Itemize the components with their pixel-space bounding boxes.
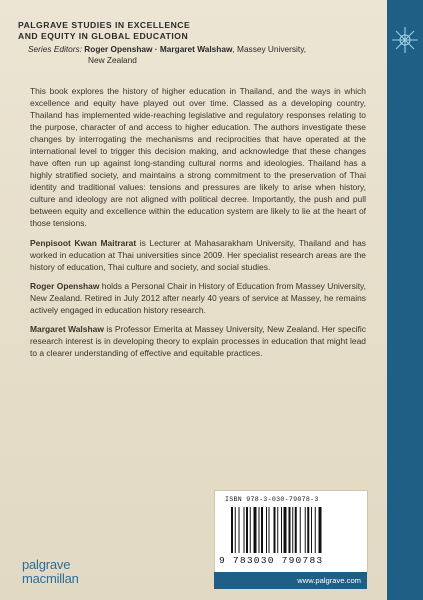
- barcode-bar: [261, 507, 263, 553]
- series-editors-institution-line2: New Zealand: [88, 55, 137, 65]
- author-bio-text: holds a Personal Chair in History of Education from Massey University, New Zealand. Retired in July 2012 after nearly 40 years of service at Massey, he remains actively engaged in education history research.: [30, 281, 366, 315]
- author-name: Margaret Walshaw: [30, 324, 104, 334]
- barcode-bar: [259, 507, 260, 553]
- barcode-bar: [281, 507, 282, 553]
- publisher-logo: [22, 558, 79, 586]
- series-title-line2: AND EQUITY IN GLOBAL EDUCATION: [18, 31, 189, 41]
- series-editors-institution: , Massey University,: [232, 44, 307, 54]
- series-title-line1: PALGRAVE STUDIES IN EXCELLENCE: [18, 20, 191, 30]
- author-bio-text: is Professor Emerita at Massey University, New Zealand. Her specific research interest is in developing theory to explain processes in education that might lead to a clearer understanding of effective and equitable practices.: [30, 324, 366, 358]
- barcode-bar: [277, 507, 278, 553]
- barcode-bar: [295, 507, 297, 553]
- series-editors-names: Roger Openshaw · Margaret Walshaw: [84, 44, 233, 54]
- barcode-bar: [284, 507, 287, 553]
- series-editors-label: Series Editors:: [28, 44, 82, 54]
- barcode-bar: [250, 507, 251, 553]
- barcode-bar: [289, 507, 291, 553]
- barcode-bar: [231, 507, 233, 553]
- barcode-bar: [269, 507, 270, 553]
- barcode-bar: [235, 507, 236, 553]
- barcode-bar: [239, 507, 240, 553]
- author-bio: [30, 237, 366, 273]
- author-name: Penpisoot Kwan Maitrarat: [30, 238, 137, 248]
- isbn-label: ISBN 978-3-030-79078-3: [225, 496, 319, 503]
- spine: [387, 0, 423, 600]
- author-bio: [30, 280, 366, 316]
- cover-text: [30, 85, 366, 366]
- barcode-panel: [214, 490, 368, 574]
- barcode-bar: [315, 507, 316, 553]
- barcode-bar: [307, 507, 309, 553]
- author-bio: [30, 323, 366, 359]
- book-description: This book explores the history of higher education in Thailand, and the ways in which excellence and equity have played out over time. Classed as a developing country, Thailand has implemented wide-reaching legislative and regulatory responses relating to the purpose, character of and access to higher education. The authors investigate these changes by interrogating the mechanisms and reciprocities that have operated at the international level to trigger this decision making, and acknowledge that these changes have often run up against long-standing cultural norms and ideologies. Thailand has a highly stratified society, and maintains a strong commitment to the preservation of Thai identity and traditional values: tensions and pressures are likely to arise when history, culture and ideology are not aligned with political decree. Importantly, the push and pull between equity and excellence within the education system are likely to lie at the heart of those tensions.: [30, 86, 366, 228]
- barcode-bar: [254, 507, 257, 553]
- barcode-bar: [319, 507, 322, 553]
- barcode-bar: [305, 507, 306, 553]
- barcode-bar: [266, 507, 267, 553]
- barcode-bar: [300, 507, 301, 553]
- author-name: Roger Openshaw: [30, 281, 100, 291]
- barcode-bar: [311, 507, 312, 553]
- publisher-url: www.palgrave.com: [214, 572, 367, 589]
- barcode-bar: [246, 507, 248, 553]
- barcode-bar: [244, 507, 245, 553]
- series-editors: [28, 44, 338, 66]
- publisher-logo-line2: macmillan: [22, 571, 79, 586]
- publisher-logo-line1: palgrave: [22, 557, 71, 572]
- barcode-bar: [274, 507, 276, 553]
- author-bio-text: is Lecturer at Mahasarakham University, Thailand and has worked in education at Thai universities since 2009. Her specialist research areas are the history of education, Thai culture and society, and social studies.: [30, 238, 366, 272]
- barcode-digits: 9 783030 790783: [219, 555, 324, 566]
- palgrave-star-logo-icon: [388, 23, 422, 57]
- barcode: [231, 507, 351, 553]
- barcode-bar: [292, 507, 293, 553]
- series-title: [18, 20, 348, 42]
